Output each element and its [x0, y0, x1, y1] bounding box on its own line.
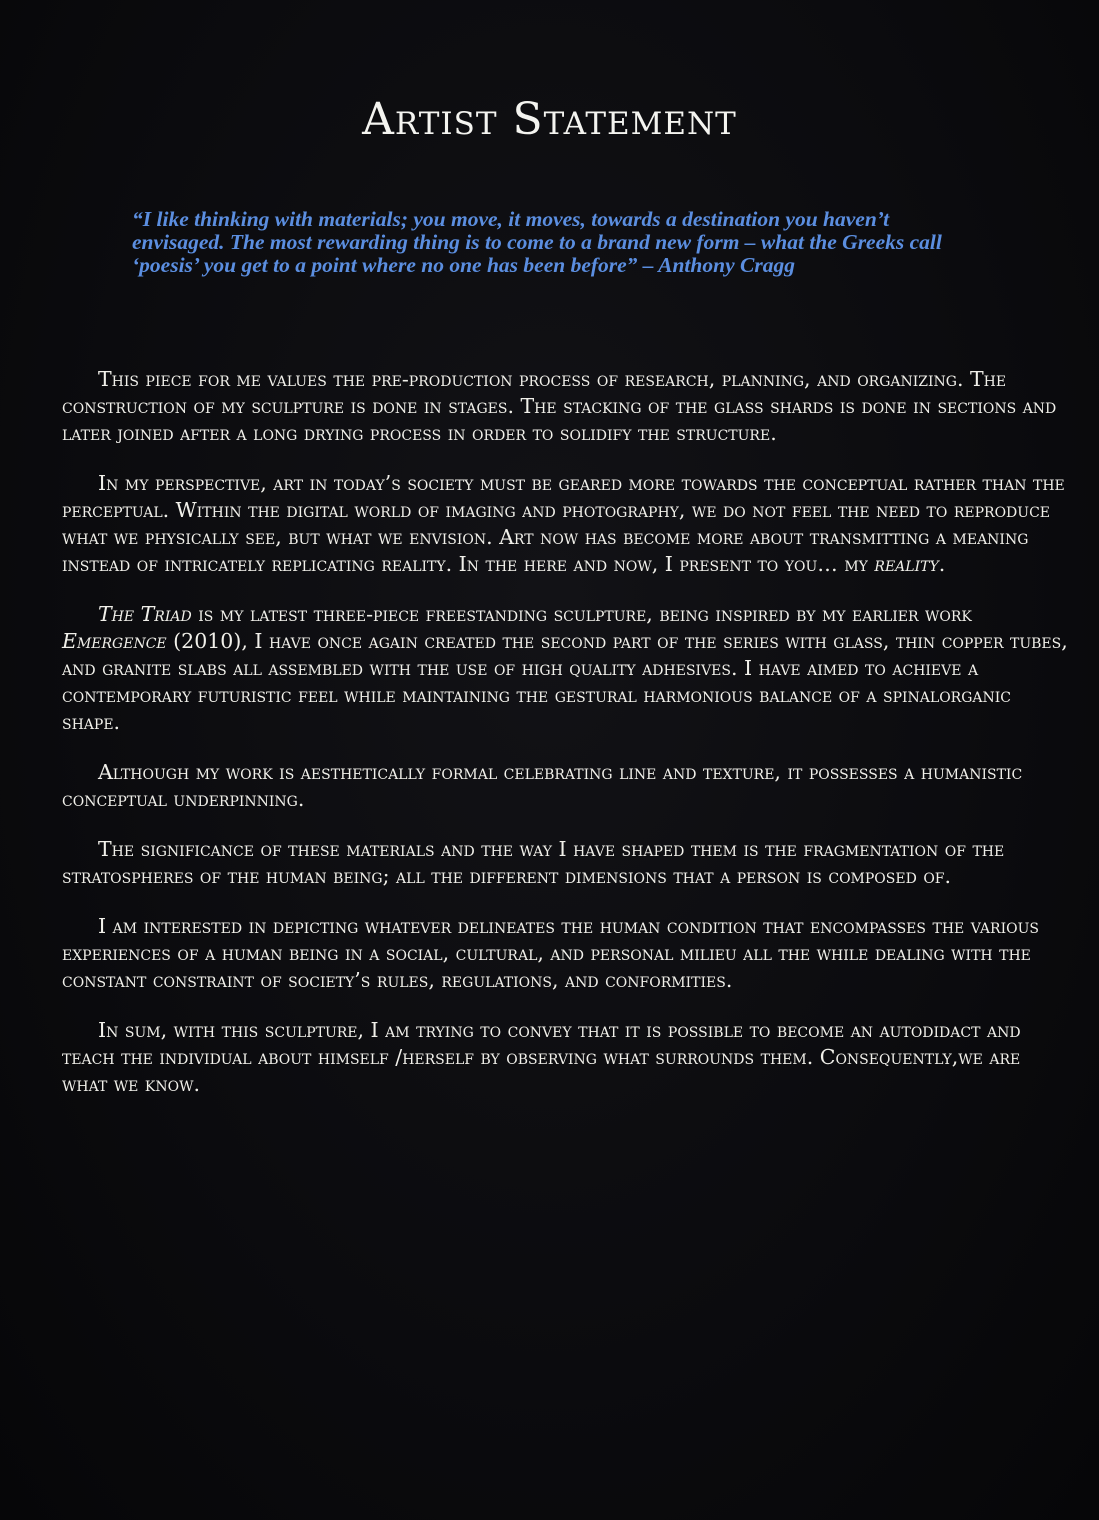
artwork-title-triad: The Triad: [98, 602, 192, 626]
epigraph-quote: “I like thinking with materials; you move, it moves, towards a destination you haven’t envisaged. The most rewarding thing is to come to a brand new form – what the Greeks call ‘poesis’ you get to a point where no one has been before” – Anthony Cragg: [132, 207, 942, 277]
paragraph-3-text-1: is my latest three-piece freestanding sculpture, being inspired by my earlier work: [191, 602, 972, 626]
paragraph-1: [62, 366, 1072, 447]
statement-body: [62, 366, 1072, 1121]
paragraph-4-text: Although my work is aesthetically formal celebrating line and texture, it possesses a humanistic conceptual underpinning.: [62, 760, 1023, 811]
paragraph-5-text: The significance of these materials and the way I have shaped them is the fragmentation of the stratospheres of the human being; all the different dimensions that a person is composed of.: [62, 837, 1005, 888]
paragraph-2-text: In my perspective, art in today’s society must be geared more towards the conceptual rather than the perceptual. Within the digital world of imaging and photography, we do not feel the need to reproduce what we physically see, but what we envision. Art now has become more about transmitting a meaning instead of intricately replicating reality. In the here and now, I present to you… my: [62, 471, 1065, 576]
paragraph-3-text-2: (2010), I have once again created the second part of the series with glass, thin copper tubes, and granite slabs all assembled with the use of high quality adhesives. I have aimed to achieve a contemporary futuristic feel while maintaining the gestural harmonious balance of a spinalorganic shape.: [62, 629, 1068, 734]
page-title: Artist Statement: [362, 94, 737, 145]
paragraph-2-emphasis: reality: [874, 552, 939, 576]
paragraph-6-text: I am interested in depicting whatever delineates the human condition that encompasses the various experiences of a human being in a social, cultural, and personal milieu all the while dealing with the constant constraint of society’s rules, regulations, and conformities.: [62, 914, 1039, 992]
paragraph-7-text: In sum, with this sculpture, I am trying to convey that it is possible to become an autodidact and teach the individual about himself /herself by observing what surrounds them. Consequently,we are what we know.: [62, 1018, 1021, 1096]
paragraph-1-text: This piece for me values the pre-production process of research, planning, and organizing. The construction of my sculpture is done in stages. The stacking of the glass shards is done in sections and later joined after a long drying process in order to solidify the structure.: [62, 367, 1057, 445]
paragraph-3: [62, 601, 1072, 736]
paragraph-2-end: .: [938, 552, 946, 576]
paragraph-7: [62, 1017, 1072, 1098]
paragraph-4: [62, 759, 1072, 813]
paragraph-6: [62, 913, 1072, 994]
paragraph-2: [62, 470, 1072, 578]
artwork-title-emergence: Emergence: [62, 629, 167, 653]
paragraph-5: [62, 836, 1072, 890]
